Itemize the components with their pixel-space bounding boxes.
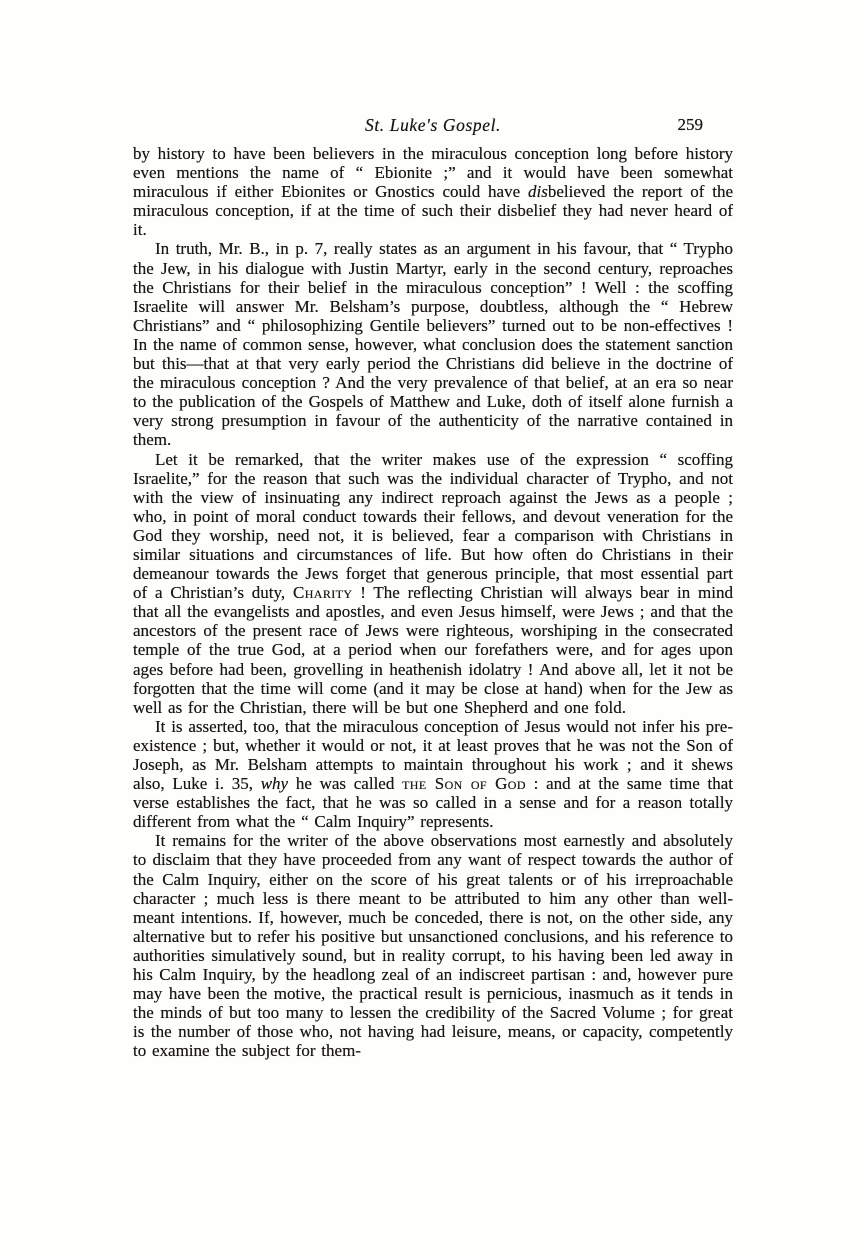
text-segment: ! The reflecting Christian will always bear in mind that all the evangelists and apostles, and even Jesus himself, were Jews ; and that the ancestors of the present race of Jews were righteous, worshiping in the consecrated temple of the true God, at a period when our forefathers were, and for ages upon ages before had been, grovelling in heathenish idolatry ! And above all, let it not be forgotten that the time will come (and it may be close at hand) when for the Jew as well as for the Christian, there will be but one Shepherd and one fold. (133, 583, 733, 717)
text-segment: : and at the same time that verse establishes the fact, that he was so called in a sense and for a reason totally different from what the “ Calm Inquiry” represents. (133, 774, 733, 832)
text-segment: It remains for the writer of the above observations most earnestly and absolutely to disclaim that they have proceeded from any want of respect towards the author of the Calm Inquiry, either on the score of his great talents or of his irreproachable character ; much less is there meant to be attributed to him any other than well-meant intentions. If, however, much be conceded, there is not, on the other side, any alternative but to refer his positive but unsanctioned conclusions, and his reference to authorities simulatively sound, but in reality corrupt, to his having been led away in his Calm Inquiry, by the headlong zeal of an indiscreet partisan : and, however pure may have been the motive, the practical result is pernicious, inasmuch as it tends in the minds of but too many to lessen the credibility of the Sacred Volume ; for great is the number of those who, not having had leisure, means, or capacity, competently to examine the subject for them- (133, 831, 733, 1061)
text-body (133, 144, 733, 1061)
paragraph (133, 239, 733, 449)
text-segment: he was called (288, 774, 403, 794)
page-title: St. Luke's Gospel. (364, 115, 502, 135)
paragraph (133, 831, 733, 1060)
text-segment-smallcaps: Charity (292, 583, 353, 603)
text-segment: believed the report of the miraculous conception, if at the time of such their disbelief they had never heard of it. (133, 182, 734, 240)
text-segment: In truth, Mr. B., in p. 7, really states as an argument in his favour, that “ Trypho the Jew, in his dialogue with Justin Martyr, early in the second century, reproaches the Christians for their belief in the miraculous conception” ! Well : the scoffing Israelite will answer Mr. Belsham’s purpose, doubtless, although the “ Hebrew Christians” and “ philosophizing Gentile believers” turned out to be non-effectives ! In the name of common sense, however, what conclusion does the statement sanction but this—that at that very early period the Christians did believe in the doctrine of the miraculous conception ? And the very prevalence of that belief, at an era so near to the publication of the Gospels of Matthew and Luke, doth of itself alone furnish a very strong presumption in favour of the authenticity of the narrative contained in them. (133, 239, 733, 450)
text-segment-italic: dis (527, 182, 548, 202)
text-segment: by history to have been believers in the miraculous conception long before history even mentions the name of “ Ebionite ;” and it would have been somewhat miraculous if either Ebionites or Gnostics could have (133, 144, 733, 202)
page-number: 259 (677, 115, 703, 134)
paragraph (133, 144, 733, 239)
paragraph (133, 450, 733, 717)
running-head (133, 115, 733, 137)
text-segment: Let it be remarked, that the writer makes use of the expression “ scoffing Israelite,” for the reason that such was the individual character of Trypho, and not with the view of insinuating any indirect reproach against the Jews as a people ; who, in point of moral conduct towards their fellows, and devout veneration for the God they worship, need not, it is believed, fear a comparison with Christians in similar situations and circumstances of life. But how often do Christians in their demeanour towards the Jews forget that generous principle, that most essential part of a Christian’s duty, (133, 449, 733, 603)
text-segment-italic: why (260, 774, 289, 794)
text-segment: It is asserted, too, that the miraculous conception of Jesus would not infer his pre-existence ; but, whether it would or not, it at least proves that he was not the Son of Joseph, as Mr. Belsham attempts to maintain throughout his work ; and it shews also, Luke i. 35, (133, 716, 733, 794)
text-segment-smallcaps: the Son of God (402, 774, 526, 794)
paragraph (133, 717, 733, 832)
